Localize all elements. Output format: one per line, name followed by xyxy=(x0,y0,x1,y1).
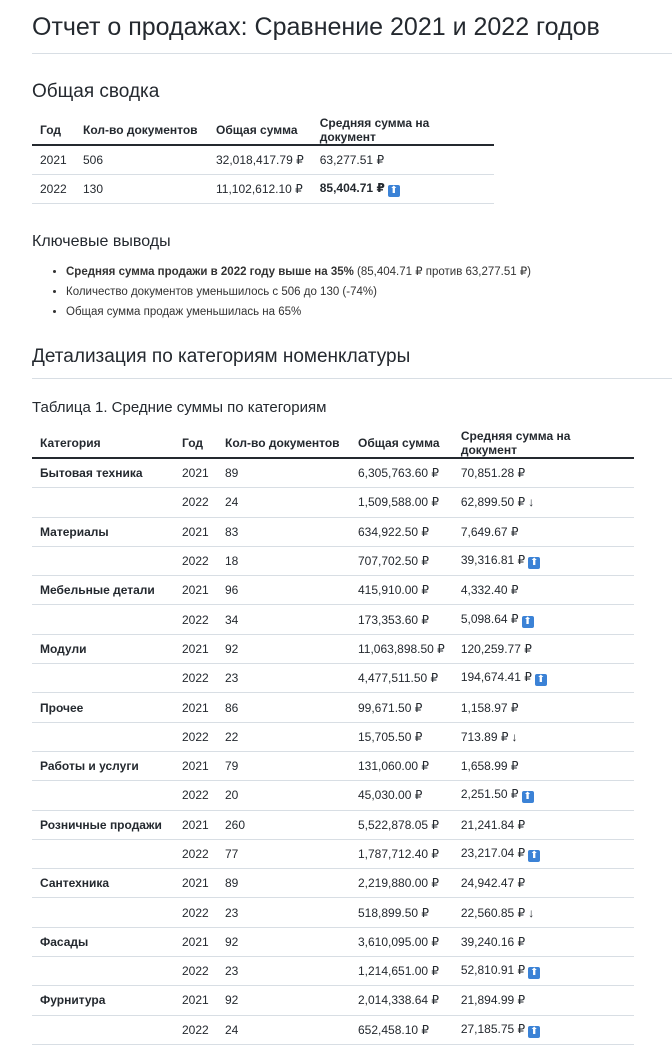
finding-item: • Количество документов уменьшилось с 506 до 130 (-74%) xyxy=(66,282,672,302)
row-avg: 23,217.04 ₽ ⬆ xyxy=(453,839,634,868)
row-avg: 4,332.40 ₽ xyxy=(453,576,634,605)
summary-row xyxy=(32,175,494,204)
detail-heading: Детализация по категориям номенклатуры xyxy=(32,346,411,367)
summary-row xyxy=(32,145,494,175)
detail-divider xyxy=(32,378,672,379)
row-total: 634,922.50 ₽ xyxy=(350,517,453,546)
row-count: 34 xyxy=(217,605,350,634)
arrow-up-icon: ⬆ xyxy=(523,615,532,627)
row-category xyxy=(32,722,174,751)
row-category xyxy=(32,957,174,986)
category-table xyxy=(32,429,634,1045)
row-total: 518,899.50 ₽ xyxy=(350,898,453,927)
category-row xyxy=(32,1015,634,1044)
summary-total: 32,018,417.79 ₽ xyxy=(208,145,312,175)
category-row xyxy=(32,722,634,751)
category-row xyxy=(32,693,634,722)
row-count: 83 xyxy=(217,517,350,546)
row-avg: 7,649.67 ₽ xyxy=(453,517,634,546)
summary-header-count: Кол-во документов xyxy=(75,116,208,145)
category-row xyxy=(32,546,634,575)
row-count: 22 xyxy=(217,722,350,751)
row-year: 2021 xyxy=(174,751,217,780)
arrow-down-icon: ↓ xyxy=(528,905,535,920)
row-avg: 62,899.50 ₽ ↓ xyxy=(453,488,634,517)
arrow-up-icon: ⬆ xyxy=(536,674,546,686)
row-total: 45,030.00 ₽ xyxy=(350,781,453,810)
row-category xyxy=(32,1015,174,1044)
findings-heading: Ключевые выводы xyxy=(32,233,171,250)
arrow-up-icon: ⬆ xyxy=(529,1025,539,1037)
row-count: 86 xyxy=(217,693,350,722)
findings-list xyxy=(32,262,672,322)
row-count: 24 xyxy=(217,1015,350,1044)
arrow-down-icon: ↓ xyxy=(528,495,535,510)
category-row xyxy=(32,488,634,517)
row-count: 18 xyxy=(217,546,350,575)
row-category xyxy=(32,781,174,810)
row-category: Фасады xyxy=(32,927,174,956)
row-year: 2021 xyxy=(174,517,217,546)
row-count: 96 xyxy=(217,576,350,605)
row-year: 2022 xyxy=(174,781,217,810)
row-category: Материалы xyxy=(32,517,174,546)
row-count: 79 xyxy=(217,751,350,780)
row-avg: 24,942.47 ₽ xyxy=(453,869,634,898)
row-count: 89 xyxy=(217,869,350,898)
page-title: Отчет о продажах: Сравнение 2021 и 2022 годов xyxy=(32,13,600,41)
category-header-count: Кол-во документов xyxy=(217,429,350,458)
arrow-up-icon: ⬆ xyxy=(389,185,398,196)
category-row xyxy=(32,576,634,605)
arrow-down-icon: ↓ xyxy=(511,729,518,744)
row-year: 2022 xyxy=(174,488,217,517)
row-year: 2021 xyxy=(174,693,217,722)
row-avg: 52,810.91 ₽ ⬆ xyxy=(453,957,634,986)
row-year: 2022 xyxy=(174,605,217,634)
row-total: 2,219,880.00 ₽ xyxy=(350,869,453,898)
category-row xyxy=(32,986,634,1015)
row-year: 2022 xyxy=(174,839,217,868)
row-avg: 22,560.85 ₽ ↓ xyxy=(453,898,634,927)
row-total: 11,063,898.50 ₽ xyxy=(350,634,453,663)
row-total: 4,477,511.50 ₽ xyxy=(350,664,453,693)
row-count: 23 xyxy=(217,898,350,927)
row-count: 77 xyxy=(217,839,350,868)
row-total: 131,060.00 ₽ xyxy=(350,751,453,780)
row-count: 20 xyxy=(217,781,350,810)
summary-year: 2021 xyxy=(32,145,75,175)
category-row xyxy=(32,810,634,839)
row-total: 6,305,763.60 ₽ xyxy=(350,458,453,488)
category-row xyxy=(32,781,634,810)
row-category: Работы и услуги xyxy=(32,751,174,780)
row-count: 89 xyxy=(217,458,350,488)
row-category xyxy=(32,898,174,927)
row-total: 3,610,095.00 ₽ xyxy=(350,927,453,956)
row-total: 99,671.50 ₽ xyxy=(350,693,453,722)
row-category xyxy=(32,546,174,575)
category-row xyxy=(32,898,634,927)
finding-item: • Средняя сумма продажи в 2022 году выше на 35% (85,404.71 ₽ против 63,277.51 ₽) xyxy=(66,262,672,282)
row-total: 1,787,712.40 ₽ xyxy=(350,839,453,868)
category-header-category: Категория xyxy=(32,429,174,458)
row-year: 2021 xyxy=(174,927,217,956)
row-total: 2,014,338.64 ₽ xyxy=(350,986,453,1015)
row-total: 15,705.50 ₽ xyxy=(350,722,453,751)
arrow-up-icon: ⬆ xyxy=(529,557,539,569)
row-total: 173,353.60 ₽ xyxy=(350,605,453,634)
row-year: 2022 xyxy=(174,1015,217,1044)
row-avg: 194,674.41 ₽ ⬆ xyxy=(453,664,634,693)
row-total: 707,702.50 ₽ xyxy=(350,546,453,575)
row-category: Прочее xyxy=(32,693,174,722)
row-total: 1,214,651.00 ₽ xyxy=(350,957,453,986)
row-category: Сантехника xyxy=(32,869,174,898)
row-count: 92 xyxy=(217,986,350,1015)
arrow-up-icon: ⬆ xyxy=(529,967,539,979)
category-row xyxy=(32,664,634,693)
row-category: Бытовая техника xyxy=(32,458,174,488)
summary-header-year: Год xyxy=(32,116,75,145)
row-count: 92 xyxy=(217,927,350,956)
category-header-avg: Средняя сумма на документ xyxy=(453,429,634,458)
summary-total: 11,102,612.10 ₽ xyxy=(208,175,312,204)
row-category xyxy=(32,664,174,693)
row-total: 415,910.00 ₽ xyxy=(350,576,453,605)
row-avg: 5,098.64 ₽ ⬆ xyxy=(453,605,634,634)
row-year: 2021 xyxy=(174,458,217,488)
row-count: 92 xyxy=(217,634,350,663)
row-year: 2022 xyxy=(174,664,217,693)
category-row xyxy=(32,458,634,488)
category-row xyxy=(32,957,634,986)
summary-count: 130 xyxy=(75,175,208,204)
row-avg: 27,185.75 ₽ ⬆ xyxy=(453,1015,634,1044)
row-avg: 21,241.84 ₽ xyxy=(453,810,634,839)
category-row xyxy=(32,605,634,634)
row-category: Мебельные детали xyxy=(32,576,174,605)
row-year: 2022 xyxy=(174,957,217,986)
summary-header-total: Общая сумма xyxy=(208,116,312,145)
row-year: 2021 xyxy=(174,576,217,605)
category-row xyxy=(32,839,634,868)
category-header-row xyxy=(32,429,634,458)
category-header-total: Общая сумма xyxy=(350,429,453,458)
category-row xyxy=(32,634,634,663)
row-avg: 713.89 ₽ ↓ xyxy=(453,722,634,751)
row-year: 2021 xyxy=(174,869,217,898)
summary-avg: 85,404.71 ₽ ⬆ xyxy=(312,175,494,204)
row-avg: 1,658.99 ₽ xyxy=(453,751,634,780)
row-category: Модули xyxy=(32,634,174,663)
row-avg: 120,259.77 ₽ xyxy=(453,634,634,663)
row-year: 2021 xyxy=(174,810,217,839)
row-avg: 39,316.81 ₽ ⬆ xyxy=(453,546,634,575)
summary-count: 506 xyxy=(75,145,208,175)
row-count: 260 xyxy=(217,810,350,839)
summary-year: 2022 xyxy=(32,175,75,204)
row-category: Фурнитура xyxy=(32,986,174,1015)
row-category: Розничные продажи xyxy=(32,810,174,839)
row-year: 2021 xyxy=(174,986,217,1015)
row-avg: 2,251.50 ₽ ⬆ xyxy=(453,781,634,810)
row-count: 23 xyxy=(217,957,350,986)
arrow-up-icon: ⬆ xyxy=(523,791,532,803)
category-row xyxy=(32,517,634,546)
summary-heading: Общая сводка xyxy=(32,81,160,102)
row-total: 1,509,588.00 ₽ xyxy=(350,488,453,517)
row-avg: 39,240.16 ₽ xyxy=(453,927,634,956)
row-count: 24 xyxy=(217,488,350,517)
finding-item: • Общая сумма продаж уменьшилась на 65% xyxy=(66,302,672,322)
row-avg: 1,158.97 ₽ xyxy=(453,693,634,722)
row-total: 5,522,878.05 ₽ xyxy=(350,810,453,839)
category-row xyxy=(32,751,634,780)
row-avg: 70,851.28 ₽ xyxy=(453,458,634,488)
row-year: 2022 xyxy=(174,546,217,575)
row-category xyxy=(32,839,174,868)
summary-avg: 63,277.51 ₽ xyxy=(312,145,494,175)
row-category xyxy=(32,488,174,517)
row-count: 23 xyxy=(217,664,350,693)
row-year: 2022 xyxy=(174,722,217,751)
detail-table-title: Таблица 1. Средние суммы по категориям xyxy=(32,399,327,416)
summary-table xyxy=(32,116,494,204)
summary-header-avg: Средняя сумма на документ xyxy=(312,116,494,145)
row-total: 652,458.10 ₽ xyxy=(350,1015,453,1044)
category-row xyxy=(32,869,634,898)
category-row xyxy=(32,927,634,956)
row-year: 2022 xyxy=(174,898,217,927)
row-avg: 21,894.99 ₽ xyxy=(453,986,634,1015)
arrow-up-icon: ⬆ xyxy=(529,850,539,861)
row-year: 2021 xyxy=(174,634,217,663)
summary-header-row xyxy=(32,116,494,145)
title-divider xyxy=(32,53,672,54)
row-category xyxy=(32,605,174,634)
category-header-year: Год xyxy=(174,429,217,458)
